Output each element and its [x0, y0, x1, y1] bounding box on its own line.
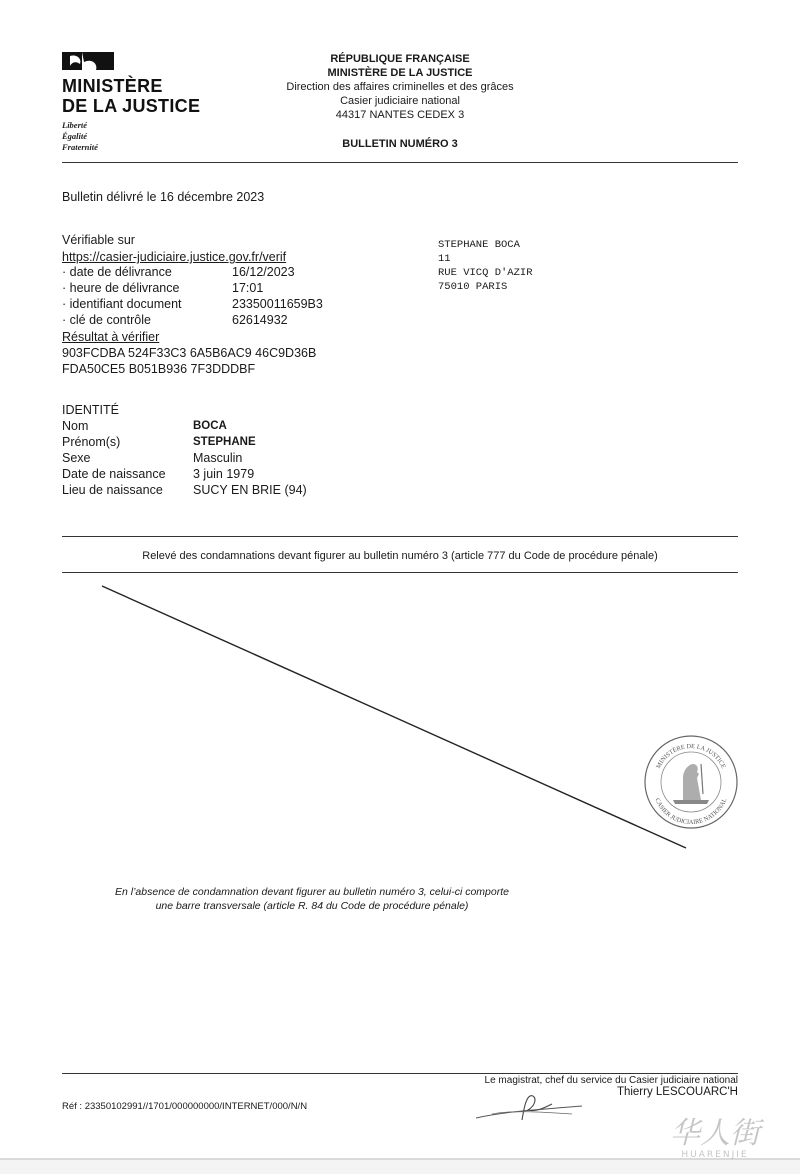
firstname-value: STEPHANE	[193, 436, 256, 448]
ministry-logo-line1: MINISTÈRE	[62, 76, 163, 96]
recipient-number: 11	[438, 253, 451, 265]
official-seal-icon	[643, 734, 739, 830]
seal-bottom-text: CASIER JUDICIAIRE NATIONAL	[653, 797, 729, 827]
document-id-label: · identifiant document	[62, 297, 182, 311]
recipient-address	[438, 238, 533, 294]
birthplace-label: Lieu de naissance	[62, 483, 163, 497]
control-key-label: · clé de contrôle	[62, 313, 151, 327]
result-line-1: 903FCDBA 524F33C3 6A5B6AC9 46C9D36B	[62, 346, 317, 360]
result-title: Résultat à vérifier	[62, 330, 160, 344]
republic-label: RÉPUBLIQUE FRANÇAISE	[330, 53, 470, 65]
surname-value: BOCA	[193, 420, 227, 432]
verification-link[interactable]: https://casier-judiciaire.justice.gov.fr/verif	[62, 250, 287, 264]
signature-icon	[472, 1090, 592, 1126]
control-key-value: 62614932	[232, 313, 288, 327]
devise-liberte: Liberté	[62, 120, 88, 130]
devise-fraternite: Fraternité	[62, 142, 98, 152]
birthplace-value: SUCY EN BRIE (94)	[193, 483, 307, 497]
surname-label: Nom	[62, 419, 89, 433]
recipient-city: 75010 PARIS	[438, 281, 508, 293]
birthdate-label: Date de naissance	[62, 467, 166, 481]
note-line-2: une barre transversale (article R. 84 du Code de procédure pénale)	[155, 900, 469, 912]
delivery-date-value: 16/12/2023	[232, 265, 295, 279]
issued-date: Bulletin délivré le 16 décembre 2023	[62, 190, 265, 204]
delivery-time-label: · heure de délivrance	[62, 281, 180, 295]
devise-egalite: Égalité	[62, 131, 88, 141]
seal-top-text: MINISTÈRE DE LA JUSTICE	[655, 742, 727, 770]
identity-title: IDENTITÉ	[62, 403, 119, 417]
note-line-1: En l’absence de condamnation devant figurer au bulletin numéro 3, celui-ci comporte	[115, 886, 509, 898]
next-page-edge	[0, 1160, 800, 1174]
sex-value: Masculin	[193, 451, 243, 465]
convictions-top-rule	[62, 536, 738, 537]
convictions-header: Relevé des condamnations devant figurer au bulletin numéro 3 (article 777 du Code de procédure pénale)	[142, 550, 658, 562]
birthdate-value: 3 juin 1979	[193, 467, 255, 481]
signatory-name: Thierry LESCOUARC'H	[616, 1086, 738, 1098]
delivery-time-value: 17:01	[232, 281, 264, 295]
convictions-bottom-rule	[62, 572, 738, 573]
service-label: Casier judiciaire national	[340, 95, 460, 107]
watermark-chinese: 华人街	[670, 1116, 760, 1151]
issuer-header	[240, 52, 560, 122]
document-reference: Réf : 23350102991//1701/000000000/INTERNET/000/N/N	[62, 1101, 308, 1112]
direction-label: Direction des affaires criminelles et des grâces	[286, 81, 514, 93]
watermark-latin: HUARENJIE	[681, 1150, 749, 1160]
firstname-label: Prénom(s)	[62, 435, 121, 449]
recipient-street: RUE VICQ D'AZIR	[438, 267, 533, 279]
recipient-name: STEPHANE BOCA	[438, 239, 520, 251]
no-conviction-note	[62, 885, 562, 913]
result-line-2: FDA50CE5 B051B936 7F3DDDBF	[62, 362, 256, 376]
address-label: 44317 NANTES CEDEX 3	[335, 109, 465, 121]
footer-rule	[62, 1073, 738, 1074]
document-id-value: 23350011659B3	[232, 297, 323, 311]
sex-label: Sexe	[62, 451, 91, 465]
ministry-label: MINISTÈRE DE LA JUSTICE	[327, 67, 473, 79]
verifiable-title: Vérifiable sur	[62, 233, 135, 247]
ministry-logo-line2: DE LA JUSTICE	[62, 96, 201, 116]
devise	[62, 120, 98, 153]
marianne-logo-icon	[62, 52, 114, 70]
bulletin-title: BULLETIN NUMÉRO 3	[342, 138, 458, 150]
signatory-title: Le magistrat, chef du service du Casier judiciaire national	[484, 1075, 738, 1086]
watermark	[650, 1118, 780, 1160]
delivery-date-label: · date de délivrance	[62, 265, 172, 279]
header-rule	[62, 162, 738, 163]
transversal-bar	[100, 584, 690, 852]
